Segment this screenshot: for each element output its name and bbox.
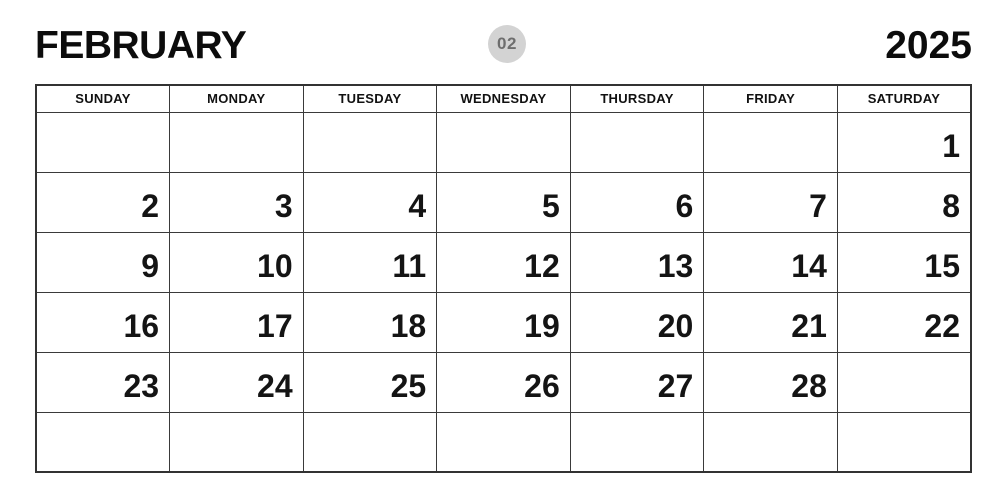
year-label: 2025 xyxy=(885,24,972,67)
weekday-header-thursday: THURSDAY xyxy=(570,85,704,112)
day-cell-7: 7 xyxy=(704,172,838,232)
day-cell-15: 15 xyxy=(837,232,971,292)
day-cell-2: 2 xyxy=(36,172,170,232)
weekday-header-row xyxy=(36,85,971,112)
month-number-badge-label: 02 xyxy=(497,34,517,53)
day-cell-14: 14 xyxy=(704,232,838,292)
weekday-header-sunday: SUNDAY xyxy=(36,85,170,112)
weekday-header-tuesday: TUESDAY xyxy=(303,85,437,112)
day-cell-28: 28 xyxy=(704,352,838,412)
day-cell-12: 12 xyxy=(437,232,571,292)
day-cell-3: 3 xyxy=(170,172,304,232)
weekday-header-saturday: SATURDAY xyxy=(837,85,971,112)
day-cell-1: 1 xyxy=(837,112,971,172)
week-row-1 xyxy=(36,112,971,172)
day-cell-5: 5 xyxy=(437,172,571,232)
empty-day-cell xyxy=(36,412,170,472)
empty-day-cell xyxy=(570,412,704,472)
day-cell-6: 6 xyxy=(570,172,704,232)
month-title: FEBRUARY xyxy=(35,24,247,67)
empty-day-cell xyxy=(303,412,437,472)
day-cell-24: 24 xyxy=(170,352,304,412)
empty-day-cell xyxy=(36,112,170,172)
weekday-header-wednesday: WEDNESDAY xyxy=(437,85,571,112)
empty-day-cell xyxy=(170,112,304,172)
day-cell-10: 10 xyxy=(170,232,304,292)
day-cell-22: 22 xyxy=(837,292,971,352)
week-row-3 xyxy=(36,232,971,292)
day-cell-16: 16 xyxy=(36,292,170,352)
weekday-header-monday: MONDAY xyxy=(170,85,304,112)
day-cell-23: 23 xyxy=(36,352,170,412)
day-cell-11: 11 xyxy=(303,232,437,292)
empty-day-cell xyxy=(437,112,571,172)
day-cell-9: 9 xyxy=(36,232,170,292)
day-cell-13: 13 xyxy=(570,232,704,292)
day-cell-4: 4 xyxy=(303,172,437,232)
empty-day-cell xyxy=(570,112,704,172)
week-row-6 xyxy=(36,412,971,472)
empty-day-cell xyxy=(170,412,304,472)
week-row-5 xyxy=(36,352,971,412)
empty-day-cell xyxy=(837,412,971,472)
day-cell-21: 21 xyxy=(704,292,838,352)
empty-day-cell xyxy=(704,112,838,172)
empty-day-cell xyxy=(437,412,571,472)
day-cell-26: 26 xyxy=(437,352,571,412)
month-number-badge xyxy=(488,25,526,63)
week-row-2 xyxy=(36,172,971,232)
day-cell-8: 8 xyxy=(837,172,971,232)
empty-day-cell xyxy=(303,112,437,172)
day-cell-17: 17 xyxy=(170,292,304,352)
day-cell-25: 25 xyxy=(303,352,437,412)
empty-day-cell xyxy=(837,352,971,412)
weekday-header-friday: FRIDAY xyxy=(704,85,838,112)
calendar-grid xyxy=(35,84,972,473)
day-cell-19: 19 xyxy=(437,292,571,352)
day-cell-27: 27 xyxy=(570,352,704,412)
day-cell-18: 18 xyxy=(303,292,437,352)
empty-day-cell xyxy=(704,412,838,472)
day-cell-20: 20 xyxy=(570,292,704,352)
week-row-4 xyxy=(36,292,971,352)
